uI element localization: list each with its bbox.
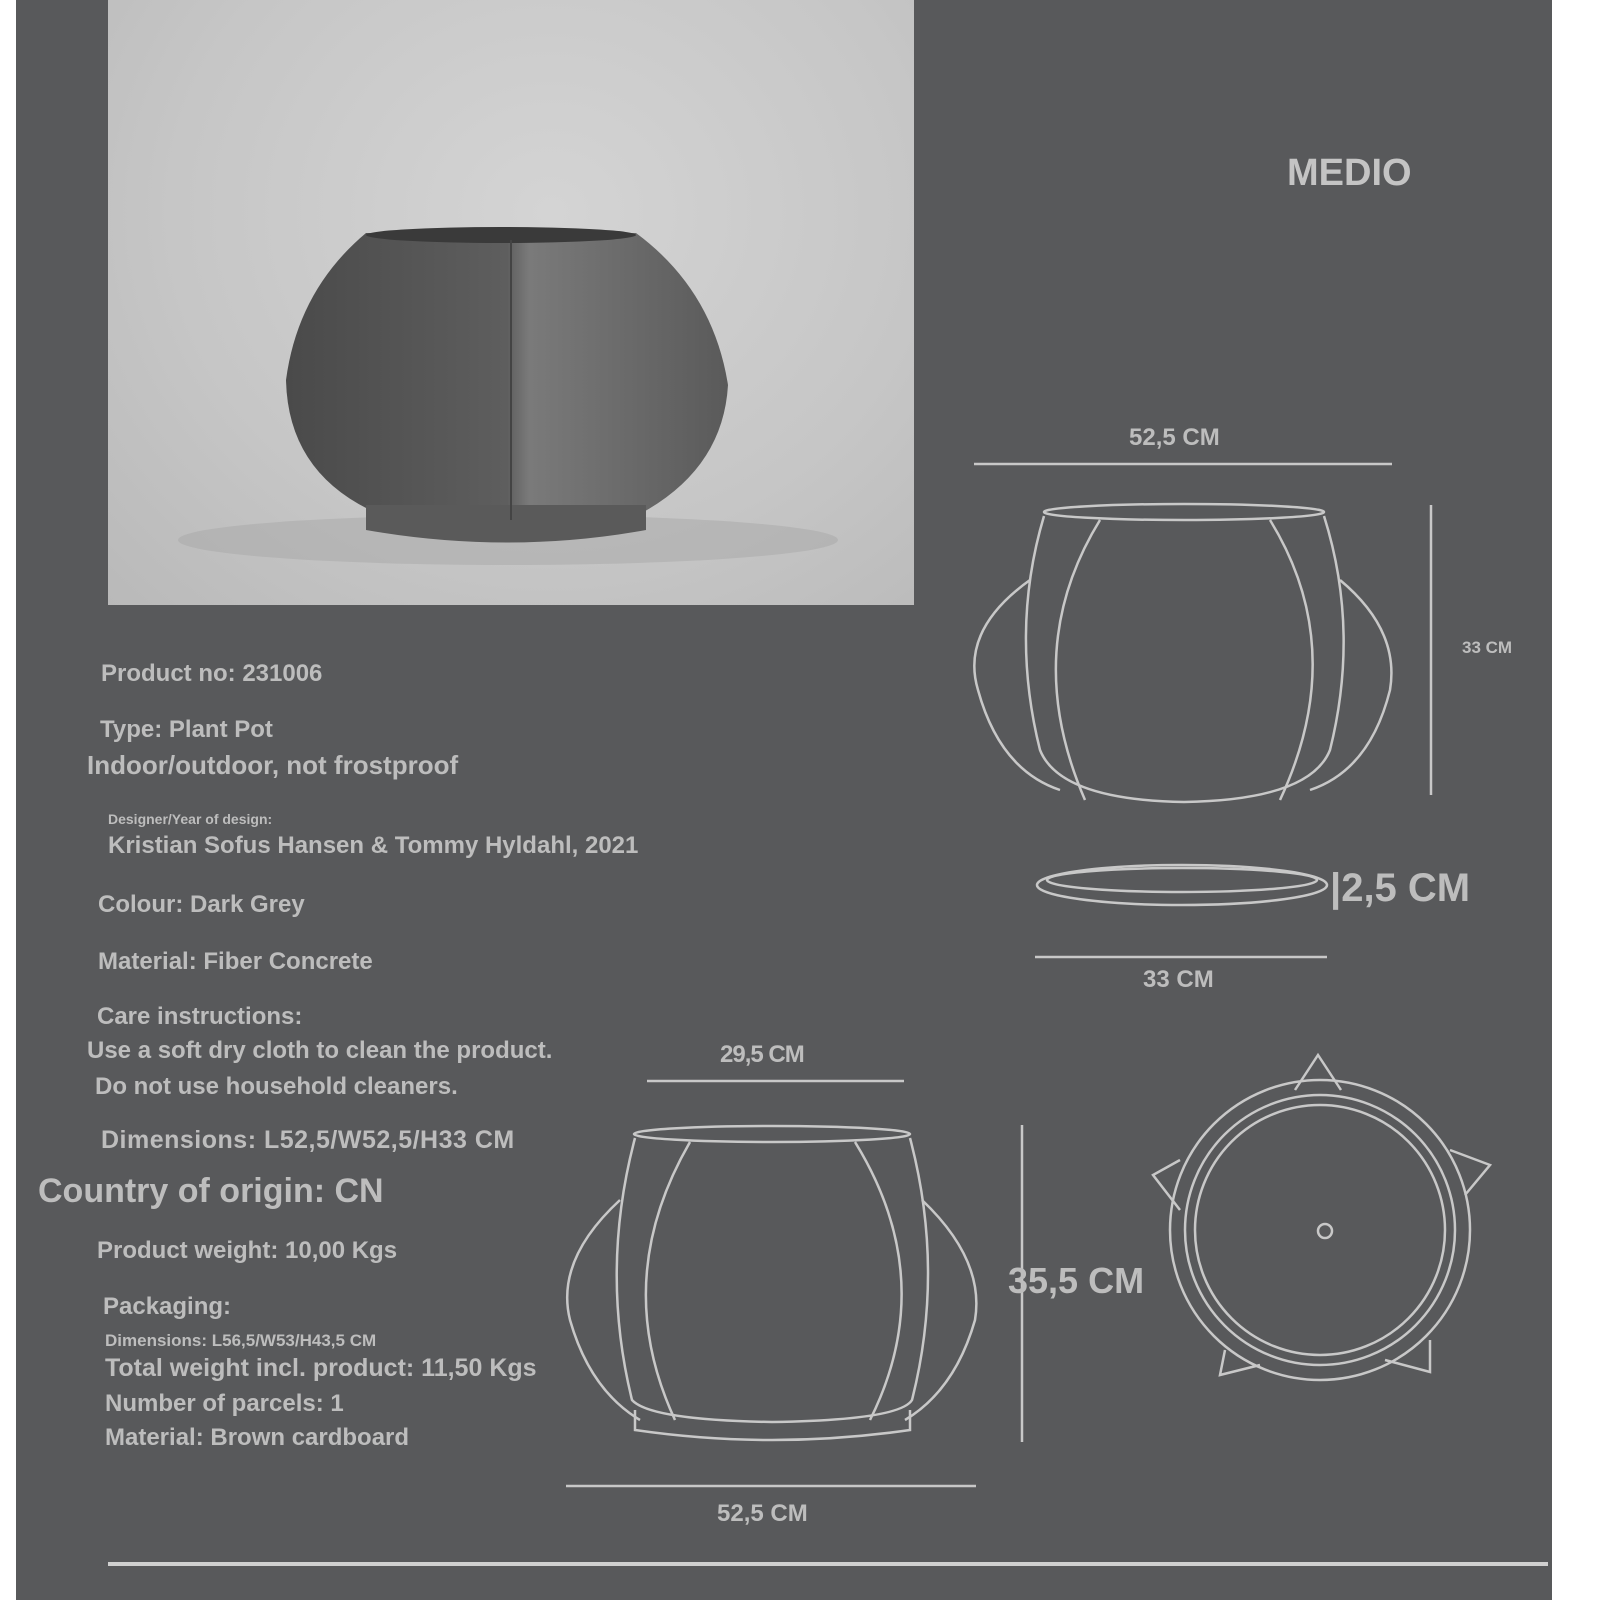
pot-side-drawing bbox=[560, 1070, 1040, 1550]
side-width-label: 52,5 CM bbox=[717, 1500, 808, 1527]
product-colour: Colour: Dark Grey bbox=[98, 891, 305, 918]
side-height-label: 35,5 CM bbox=[1008, 1260, 1145, 1301]
pot-front-drawing bbox=[960, 430, 1560, 1030]
designer: Kristian Sofus Hansen & Tommy Hyldahl, 2021 bbox=[108, 832, 639, 859]
care-instruction-1: Use a soft dry cloth to clean the product. bbox=[87, 1037, 553, 1064]
packaging-dimensions: Dimensions: L56,5/W53/H43,5 CM bbox=[105, 1331, 377, 1350]
designer-label: Designer/Year of design: bbox=[108, 811, 273, 827]
product-number: Product no: 231006 bbox=[101, 660, 323, 687]
saucer-width-label: 33 CM bbox=[1143, 966, 1214, 993]
country-of-origin: Country of origin: CN bbox=[38, 1172, 384, 1210]
product-material: Material: Fiber Concrete bbox=[98, 948, 373, 975]
care-label: Care instructions: bbox=[97, 1003, 303, 1030]
saucer-height-label: |2,5 CM bbox=[1330, 866, 1471, 910]
packaging-material: Material: Brown cardboard bbox=[105, 1424, 410, 1451]
top-width-label: 52,5 CM bbox=[1129, 424, 1220, 451]
product-name-title: MEDIO bbox=[1287, 152, 1412, 194]
packaging-total-weight: Total weight incl. product: 11,50 Kgs bbox=[105, 1354, 537, 1382]
product-type: Type: Plant Pot bbox=[100, 716, 273, 743]
product-photo bbox=[108, 0, 914, 605]
product-weight: Product weight: 10,00 Kgs bbox=[97, 1237, 398, 1264]
pot-top-view-drawing bbox=[1145, 1050, 1505, 1390]
packaging-label: Packaging: bbox=[103, 1293, 232, 1320]
pot-photo-image bbox=[108, 0, 914, 605]
packaging-parcels: Number of parcels: 1 bbox=[105, 1390, 344, 1417]
product-dimensions: Dimensions: L52,5/W52,5/H33 CM bbox=[101, 1126, 515, 1154]
top-height-label: 33 CM bbox=[1462, 638, 1513, 657]
side-top-width-label: 29,5 CM bbox=[720, 1041, 804, 1068]
care-instruction-2: Do not use household cleaners. bbox=[95, 1073, 458, 1100]
product-use: Indoor/outdoor, not frostproof bbox=[87, 750, 459, 780]
bottom-divider bbox=[108, 1562, 1548, 1566]
